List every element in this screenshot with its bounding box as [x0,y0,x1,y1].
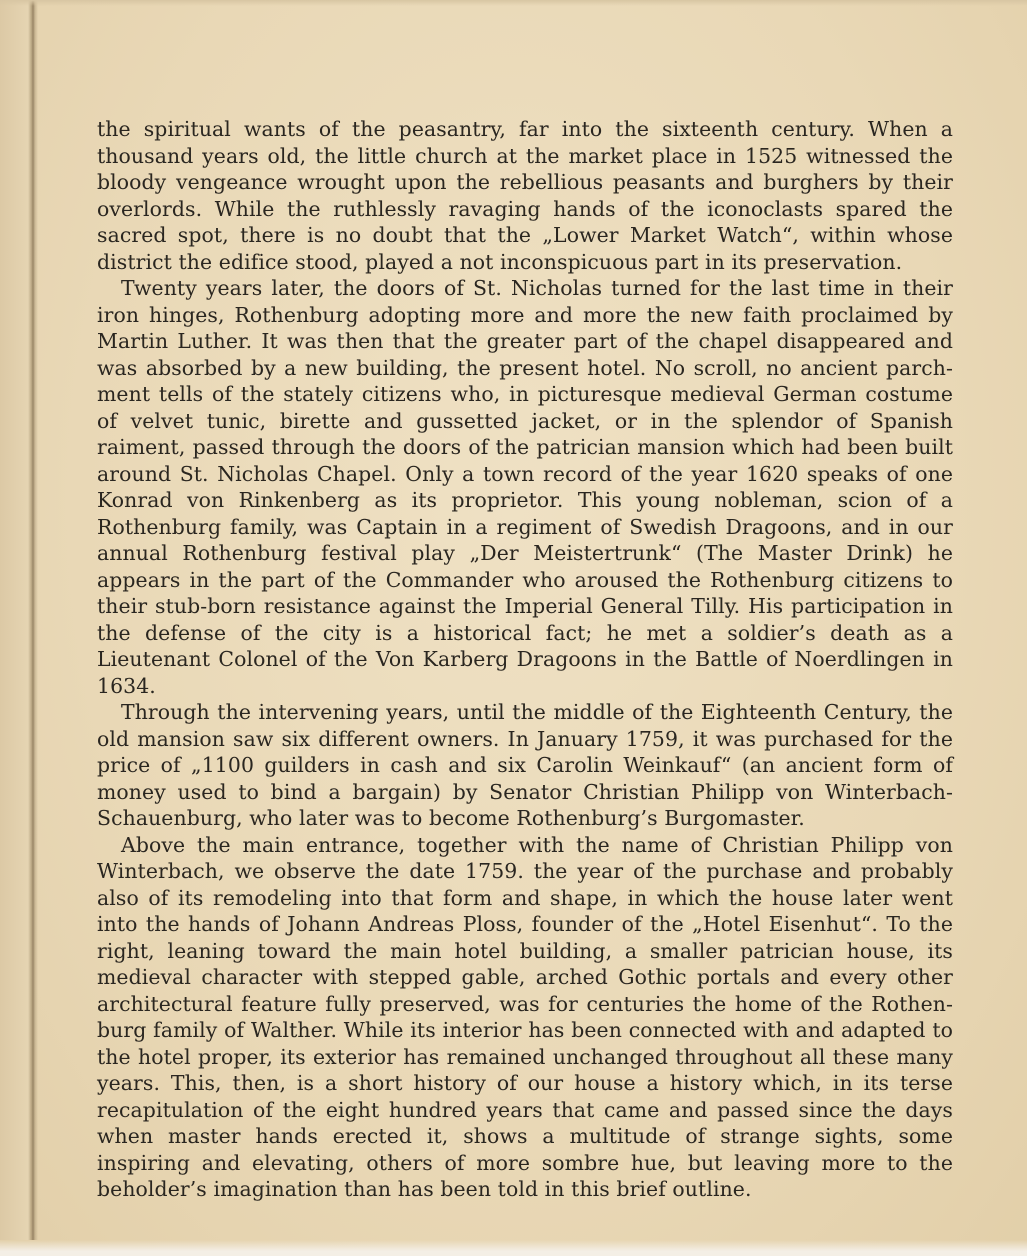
paragraph-4: Above the main entrance, together with the name of Christian Philipp von Winterbach, we observe the date 1759. the year of the purchase and probably also of its remodeling into that form and shape, in which the house later went into the hands of Johann Andreas Ploss, founder of the „Hotel Eisenhut“. To the right, leaning toward the main hotel building, a smaller patrician house, its medieval character with stepped gable, arched Gothic portals and every other architectural feature fully preserved, was for centuries the home of the Rothen-burg family of Walther. While its interior has been connected with and adapted to the hotel proper, its exterior has remained unchanged throughout all these many years. This, then, is a short history of our house a history which, in its terse recapitulation of the eight hundred years that came and passed since the days when master hands erected it, shows a multitude of strange sights, some inspiring and elevating, others of more sombre hue, but leaving more to the beholder’s imagination than has been told in this brief outline. [97,832,953,1201]
paragraph-3: Through the intervening years, until the middle of the Eighteenth Century, the old mansion saw six different owners. In January 1759, it was purchased for the price of „1100 guilders in cash and six Carolin Weinkauf“ (an ancient form of money used to bind a bargain) by Senator Christian Philipp von Winterbach-Schauenburg, who later was to become Rothenburg’s Burgomaster. [97,700,953,830]
page-bottom-edge [0,1240,1027,1256]
page-top-edge [0,0,1027,6]
page-left-margin [0,0,30,1240]
paragraph-2: Twenty years later, the doors of St. Nicholas turned for the last time in their iron hinges, Rothenburg adopting more and more the new faith proclaimed by Martin Luther. It was then that the greater part of the chapel disappeared and was absorbed by a new building, the present hotel. No scroll, no ancient parch-ment tells of the stately citizens who, in picturesque medieval German costume of velvet tunic, birette and gussetted jacket, or in the splendor of Spanish raiment, passed through the doors of the patrician mansion which had been built around St. Nicholas Chapel. Only a town record of the year 1620 speaks of one Konrad von Rinkenberg as its proprietor. This young nobleman, scion of a Rothenburg family, was Captain in a regiment of Swedish Dragoons, and in our annual Rothenburg festival play „Der Meistertrunk“ (The Master Drink) he appears in the part of the Commander who aroused the Rothenburg citizens to their stub-born resistance against the Imperial General Tilly. His participation in the defense of the city is a historical fact; he met a soldier’s death as a Lieutenant Colonel of the Von Karberg Dragoons in the Battle of Noerdlingen in 1634. [97,276,953,698]
paragraph-1: the spiritual wants of the peasantry, far into the sixteenth century. When a thousand years old, the little church at the market place in 1525 witnessed the bloody vengeance wrought upon the rebellious peasants and burghers by their overlords. While the ruthlessly ravaging hands of the iconoclasts spared the sacred spot, there is no doubt that the „Lower Market Watch“, within whose district the edifice stood, played a not inconspicuous part in its preservation. [97,117,953,274]
body-text [97,116,953,1203]
page-fold-crease [28,0,38,1240]
